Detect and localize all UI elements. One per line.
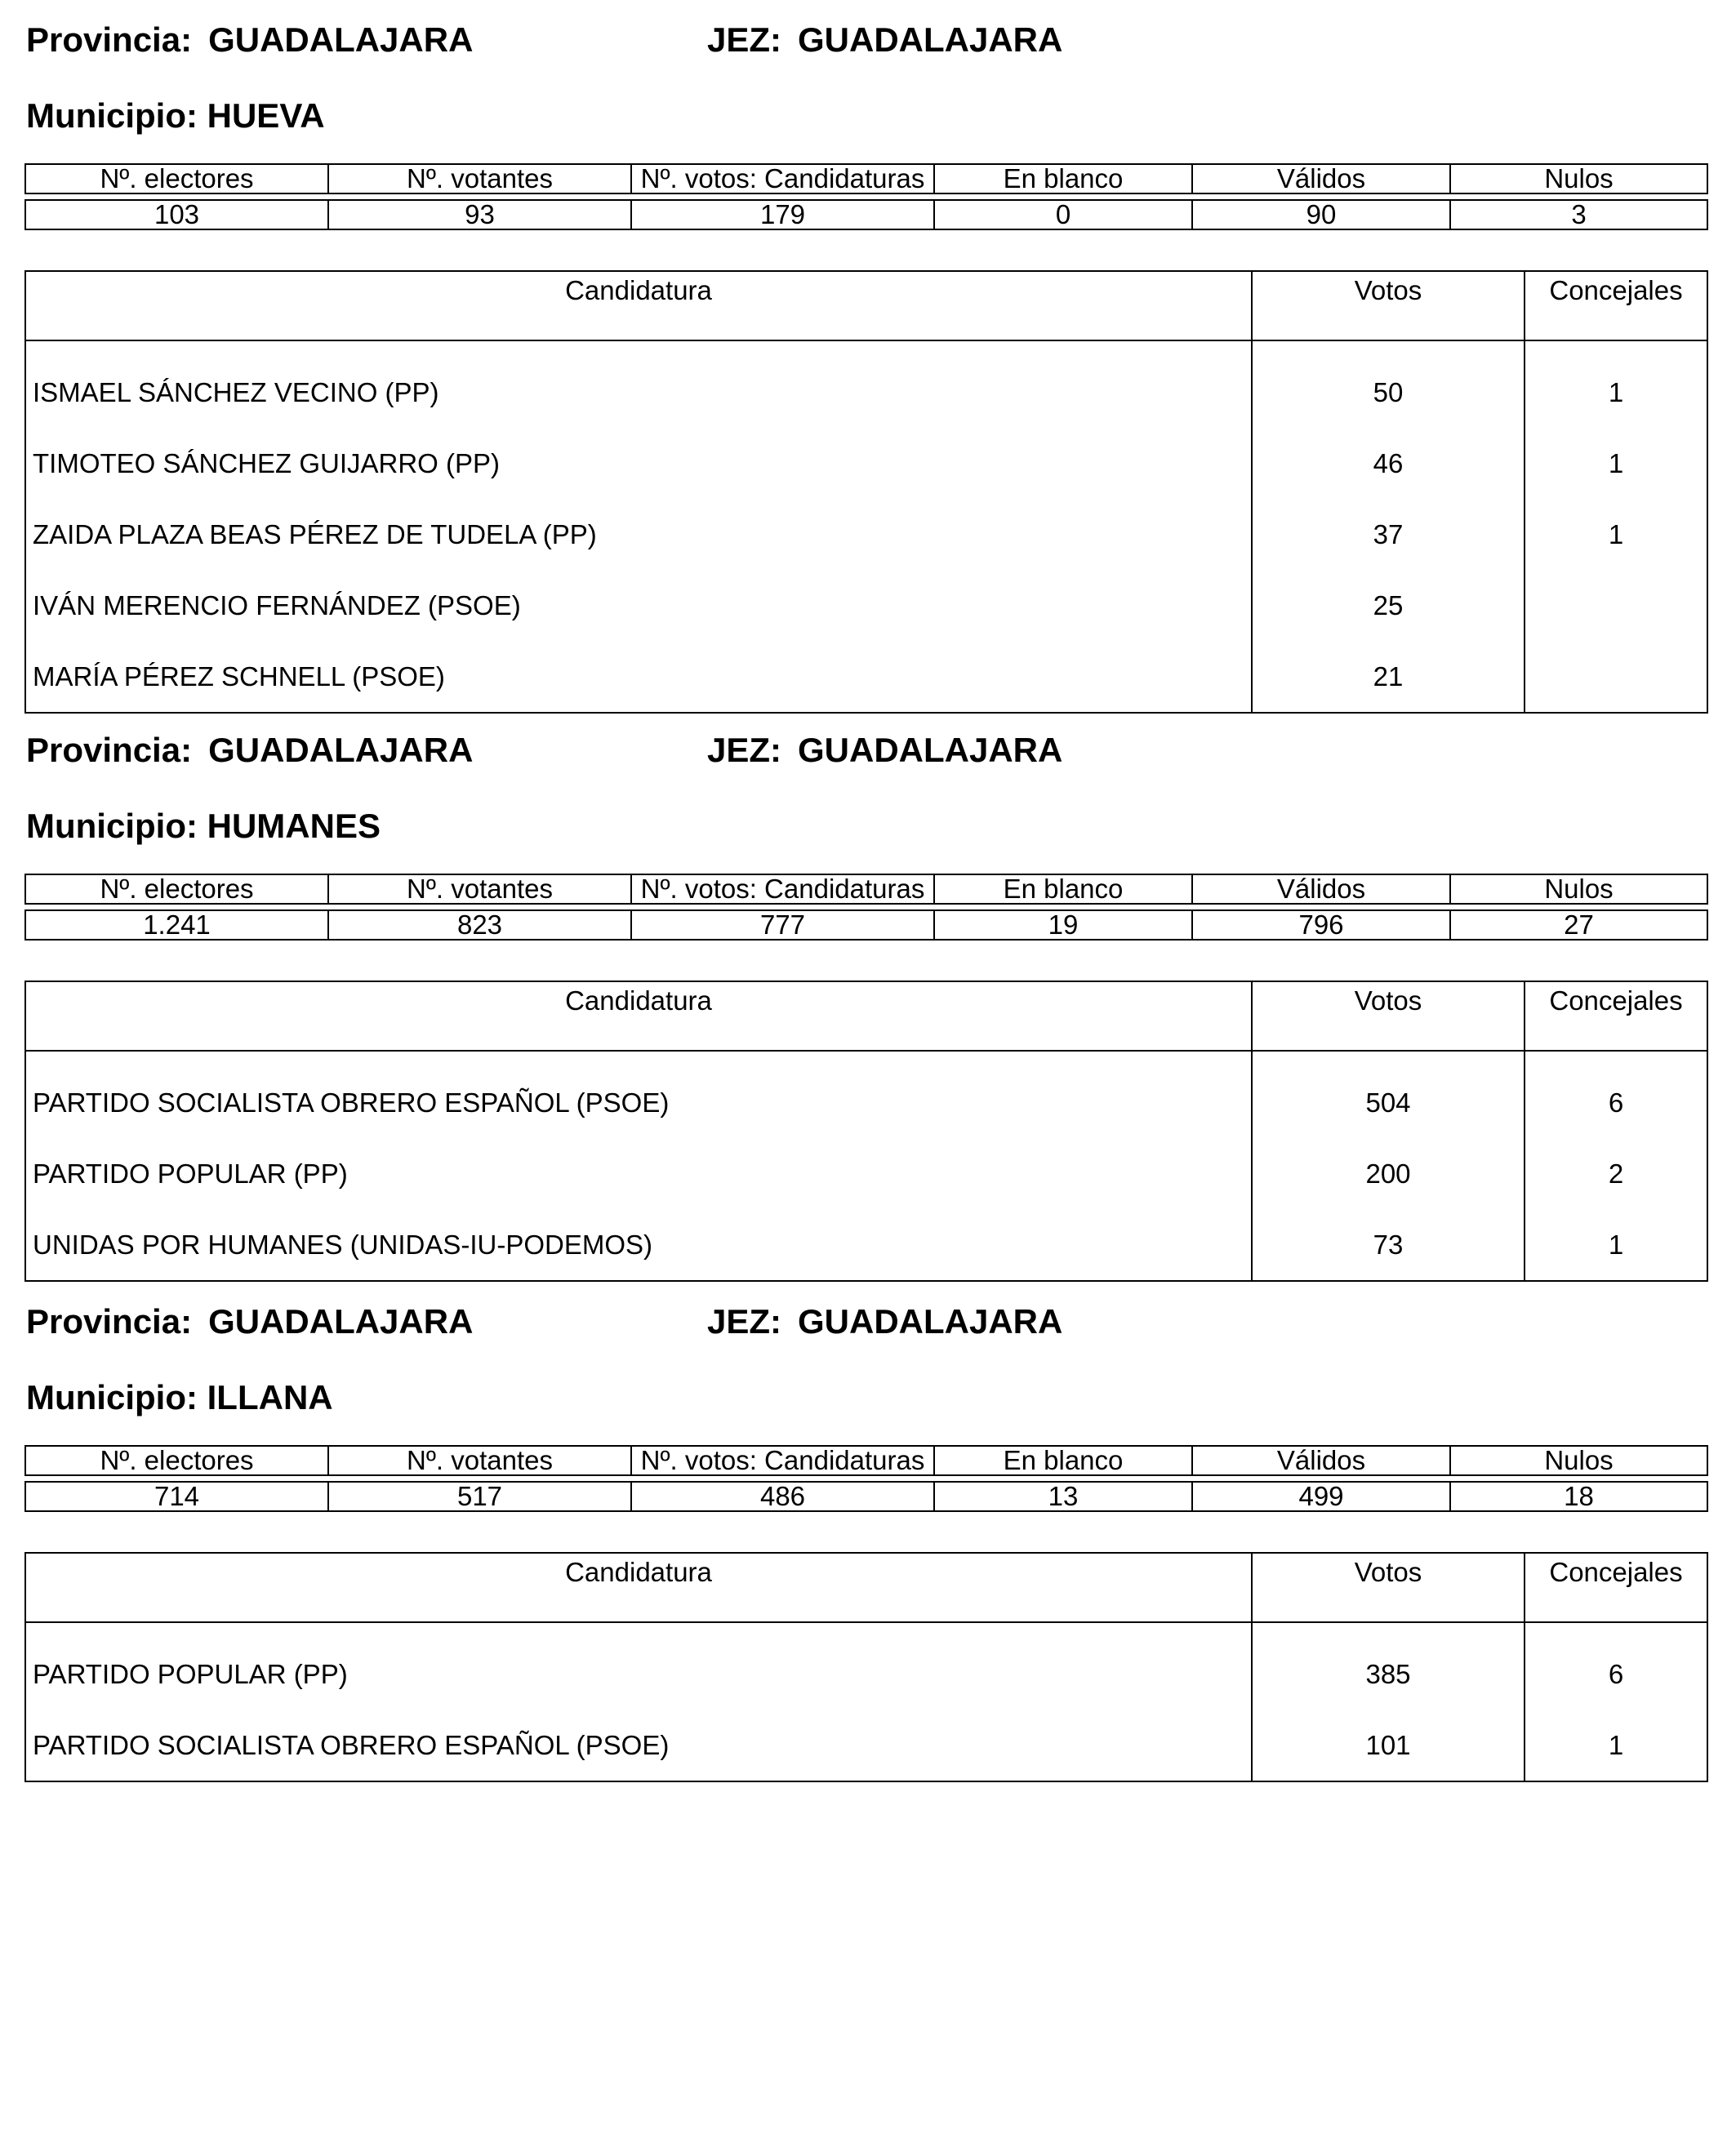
provincia-line	[26, 733, 473, 767]
provincia-value: GUADALAJARA	[208, 731, 474, 769]
table-row	[25, 340, 1707, 428]
provincia-label: Provincia:	[26, 1302, 193, 1341]
header-votantes: Nº. votantes	[328, 874, 631, 904]
table-row	[25, 499, 1707, 570]
candidate-seats: 6	[1525, 1051, 1707, 1138]
header-candidatura: Candidatura	[25, 271, 1252, 340]
candidate-votes: 37	[1252, 499, 1525, 570]
candidate-seats: 1	[1525, 428, 1707, 499]
value-electores: 103	[25, 200, 328, 229]
value-votantes: 93	[328, 200, 631, 229]
header-validos: Válidos	[1192, 164, 1450, 193]
candidate-name: PARTIDO POPULAR (PP)	[25, 1622, 1252, 1710]
table-row	[25, 1209, 1707, 1281]
table-row	[25, 1138, 1707, 1209]
municipio-line	[26, 809, 381, 843]
candidates-table	[24, 981, 1708, 1282]
provincia-label: Provincia:	[26, 731, 193, 769]
table-row	[25, 1051, 1707, 1138]
header-votantes: Nº. votantes	[328, 1446, 631, 1475]
value-votantes: 517	[328, 1482, 631, 1511]
candidate-name: IVÁN MERENCIO FERNÁNDEZ (PSOE)	[25, 570, 1252, 641]
jez-label: JEZ:	[707, 20, 782, 59]
jez-value: GUADALAJARA	[798, 1302, 1063, 1341]
candidate-votes: 200	[1252, 1138, 1525, 1209]
candidate-name: PARTIDO SOCIALISTA OBRERO ESPAÑOL (PSOE)	[25, 1710, 1252, 1781]
header-candidatura: Candidatura	[25, 1553, 1252, 1622]
candidate-votes: 385	[1252, 1622, 1525, 1710]
provincia-value: GUADALAJARA	[208, 20, 474, 59]
header-electores: Nº. electores	[25, 1446, 328, 1475]
table-row	[25, 570, 1707, 641]
summary-table	[24, 874, 1708, 941]
municipality-section	[24, 1282, 1707, 1772]
summary-table	[24, 1445, 1708, 1512]
value-en-blanco: 13	[934, 1482, 1192, 1511]
header-votos: Votos	[1252, 981, 1525, 1051]
candidate-seats: 2	[1525, 1138, 1707, 1209]
header-validos: Válidos	[1192, 874, 1450, 904]
value-en-blanco: 0	[934, 200, 1192, 229]
header-votos-candidaturas: Nº. votos: Candidaturas	[631, 1446, 934, 1475]
candidate-votes: 504	[1252, 1051, 1525, 1138]
candidates-header-row	[25, 1553, 1707, 1622]
header-votos: Votos	[1252, 271, 1525, 340]
table-row	[25, 641, 1707, 713]
provincia-line	[26, 1302, 474, 1341]
candidate-name: UNIDAS POR HUMANES (UNIDAS-IU-PODEMOS)	[25, 1209, 1252, 1281]
header-electores: Nº. electores	[25, 874, 328, 904]
candidates-table	[24, 1552, 1708, 1782]
municipio-label: Municipio:	[26, 1378, 198, 1416]
value-nulos: 3	[1450, 200, 1707, 229]
header-en-blanco: En blanco	[934, 874, 1192, 904]
value-validos: 796	[1192, 910, 1450, 940]
header-en-blanco: En blanco	[934, 164, 1192, 193]
value-validos: 499	[1192, 1482, 1450, 1511]
header-nulos: Nulos	[1450, 164, 1707, 193]
summary-table	[24, 163, 1708, 230]
summary-header-row	[25, 1446, 1707, 1475]
header-nulos: Nulos	[1450, 1446, 1707, 1475]
candidate-name: TIMOTEO SÁNCHEZ GUIJARRO (PP)	[25, 428, 1252, 499]
value-votos-candidaturas: 486	[631, 1482, 934, 1511]
value-nulos: 27	[1450, 910, 1707, 940]
municipality-section	[24, 710, 1707, 1265]
candidate-name: PARTIDO POPULAR (PP)	[25, 1138, 1252, 1209]
jez-line	[707, 1302, 1063, 1341]
provincia-value: GUADALAJARA	[208, 1302, 474, 1341]
header-votantes: Nº. votantes	[328, 164, 631, 193]
municipio-value: HUEVA	[207, 96, 325, 135]
jez-line	[707, 20, 1063, 59]
summary-header-row	[25, 164, 1707, 193]
candidate-name: ZAIDA PLAZA BEAS PÉREZ DE TUDELA (PP)	[25, 499, 1252, 570]
value-votantes: 823	[328, 910, 631, 940]
table-row	[25, 428, 1707, 499]
table-row	[25, 1710, 1707, 1781]
candidate-votes: 46	[1252, 428, 1525, 499]
header-nulos: Nulos	[1450, 874, 1707, 904]
value-electores: 714	[25, 1482, 328, 1511]
value-nulos: 18	[1450, 1482, 1707, 1511]
candidate-seats	[1525, 641, 1707, 713]
municipio-line	[26, 96, 325, 135]
candidate-votes: 25	[1252, 570, 1525, 641]
jez-label: JEZ:	[707, 731, 782, 769]
candidate-seats: 1	[1525, 340, 1707, 428]
municipio-label: Municipio:	[26, 96, 198, 135]
summary-header-row	[25, 874, 1707, 904]
candidate-name: MARÍA PÉREZ SCHNELL (PSOE)	[25, 641, 1252, 713]
candidate-votes: 21	[1252, 641, 1525, 713]
summary-values-row	[25, 1482, 1707, 1511]
summary-values-row	[25, 910, 1707, 940]
candidate-seats: 1	[1525, 499, 1707, 570]
header-candidatura: Candidatura	[25, 981, 1252, 1051]
header-en-blanco: En blanco	[934, 1446, 1192, 1475]
header-concejales: Concejales	[1525, 981, 1707, 1051]
candidate-votes: 73	[1252, 1209, 1525, 1281]
jez-line	[707, 733, 1062, 767]
header-validos: Válidos	[1192, 1446, 1450, 1475]
municipio-label: Municipio:	[26, 807, 198, 845]
header-votos-candidaturas: Nº. votos: Candidaturas	[631, 164, 934, 193]
jez-value: GUADALAJARA	[798, 731, 1063, 769]
value-en-blanco: 19	[934, 910, 1192, 940]
header-votos-candidaturas: Nº. votos: Candidaturas	[631, 874, 934, 904]
candidates-header-row	[25, 981, 1707, 1051]
candidates-table	[24, 270, 1708, 714]
header-concejales: Concejales	[1525, 271, 1707, 340]
value-electores: 1.241	[25, 910, 328, 940]
candidate-votes: 101	[1252, 1710, 1525, 1781]
header-concejales: Concejales	[1525, 1553, 1707, 1622]
value-votos-candidaturas: 777	[631, 910, 934, 940]
municipio-line	[26, 1378, 333, 1416]
candidate-seats	[1525, 570, 1707, 641]
candidates-header-row	[25, 271, 1707, 340]
header-electores: Nº. electores	[25, 164, 328, 193]
provincia-label: Provincia:	[26, 20, 193, 59]
value-validos: 90	[1192, 200, 1450, 229]
candidate-seats: 1	[1525, 1710, 1707, 1781]
header-votos: Votos	[1252, 1553, 1525, 1622]
value-votos-candidaturas: 179	[631, 200, 934, 229]
summary-values-row	[25, 200, 1707, 229]
candidate-name: PARTIDO SOCIALISTA OBRERO ESPAÑOL (PSOE)	[25, 1051, 1252, 1138]
municipio-value: HUMANES	[207, 807, 381, 845]
candidate-name: ISMAEL SÁNCHEZ VECINO (PP)	[25, 340, 1252, 428]
candidate-votes: 50	[1252, 340, 1525, 428]
municipio-value: ILLANA	[207, 1378, 333, 1416]
municipality-section	[24, 0, 1707, 692]
candidate-seats: 1	[1525, 1209, 1707, 1281]
candidate-seats: 6	[1525, 1622, 1707, 1710]
jez-value: GUADALAJARA	[798, 20, 1063, 59]
jez-label: JEZ:	[707, 1302, 782, 1341]
provincia-line	[26, 20, 474, 59]
table-row	[25, 1622, 1707, 1710]
